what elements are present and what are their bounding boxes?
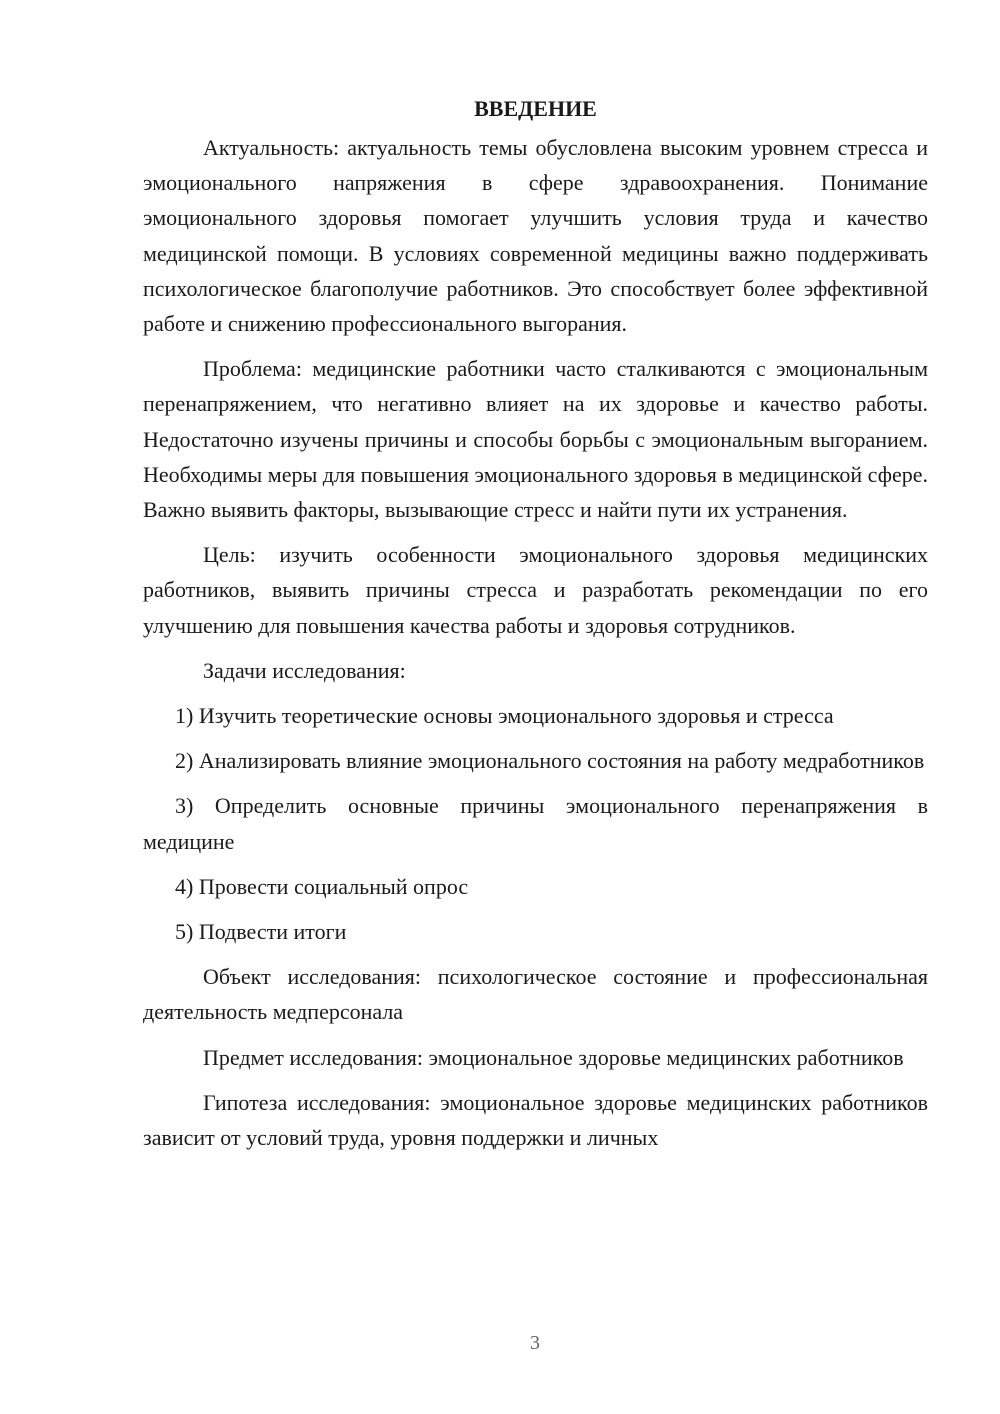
document-page bbox=[143, 92, 928, 1165]
tasks-heading: Задачи исследования: bbox=[203, 657, 406, 683]
relevance-paragraph: Актуальность: актуальность темы обусловлена высоким уровнем стресса и эмоционального напряжения в сфере здравоохранения. Понимание эмоционального здоровья помогает улучшить условия труда и качество медицинской помощи. В условиях современной медицины важно поддерживать психологическое благополучие работников. Это способствует более эффективной работе и снижению профессионального выгорания. bbox=[143, 135, 928, 337]
task-item-1: 1) Изучить теоретические основы эмоционального здоровья и стресса bbox=[175, 703, 834, 729]
section-title: ВВЕДЕНИЕ bbox=[474, 96, 597, 121]
subject-paragraph: Предмет исследования: эмоциональное здоровье медицинских работников bbox=[203, 1044, 904, 1070]
hypothesis-paragraph: Гипотеза исследования: эмоциональное здоровье медицинских работников зависит от условий труда, уровня поддержки и личных bbox=[143, 1089, 928, 1151]
task-item-3: 3) Определить основные причины эмоционального перенапряжения в медицине bbox=[143, 793, 928, 854]
object-paragraph: Объект исследования: психологическое состояние и профессиональная деятельность медперсонала bbox=[143, 964, 928, 1025]
task-item-4: 4) Провести социальный опрос bbox=[175, 873, 469, 899]
goal-paragraph: Цель: изучить особенности эмоционального здоровья медицинских работников, выявить причины стресса и разработать рекомендации по его улучшению для повышения качества работы и здоровья сотрудников. bbox=[143, 542, 928, 638]
problem-paragraph: Проблема: медицинские работники часто сталкиваются с эмоциональным перенапряжением, что негативно влияет на их здоровье и качество работы. Недостаточно изучены причины и способы борьбы с эмоциональным выгоранием. Необходимы меры для повышения эмоционального здоровья в медицинской сфере. Важно выявить факторы, вызывающие стресс и найти пути их устранения. bbox=[143, 356, 928, 523]
page-number: 3 bbox=[530, 1332, 540, 1354]
task-item-2: 2) Анализировать влияние эмоционального состояния на работу медработников bbox=[175, 748, 925, 774]
task-item-5: 5) Подвести итоги bbox=[175, 919, 347, 945]
